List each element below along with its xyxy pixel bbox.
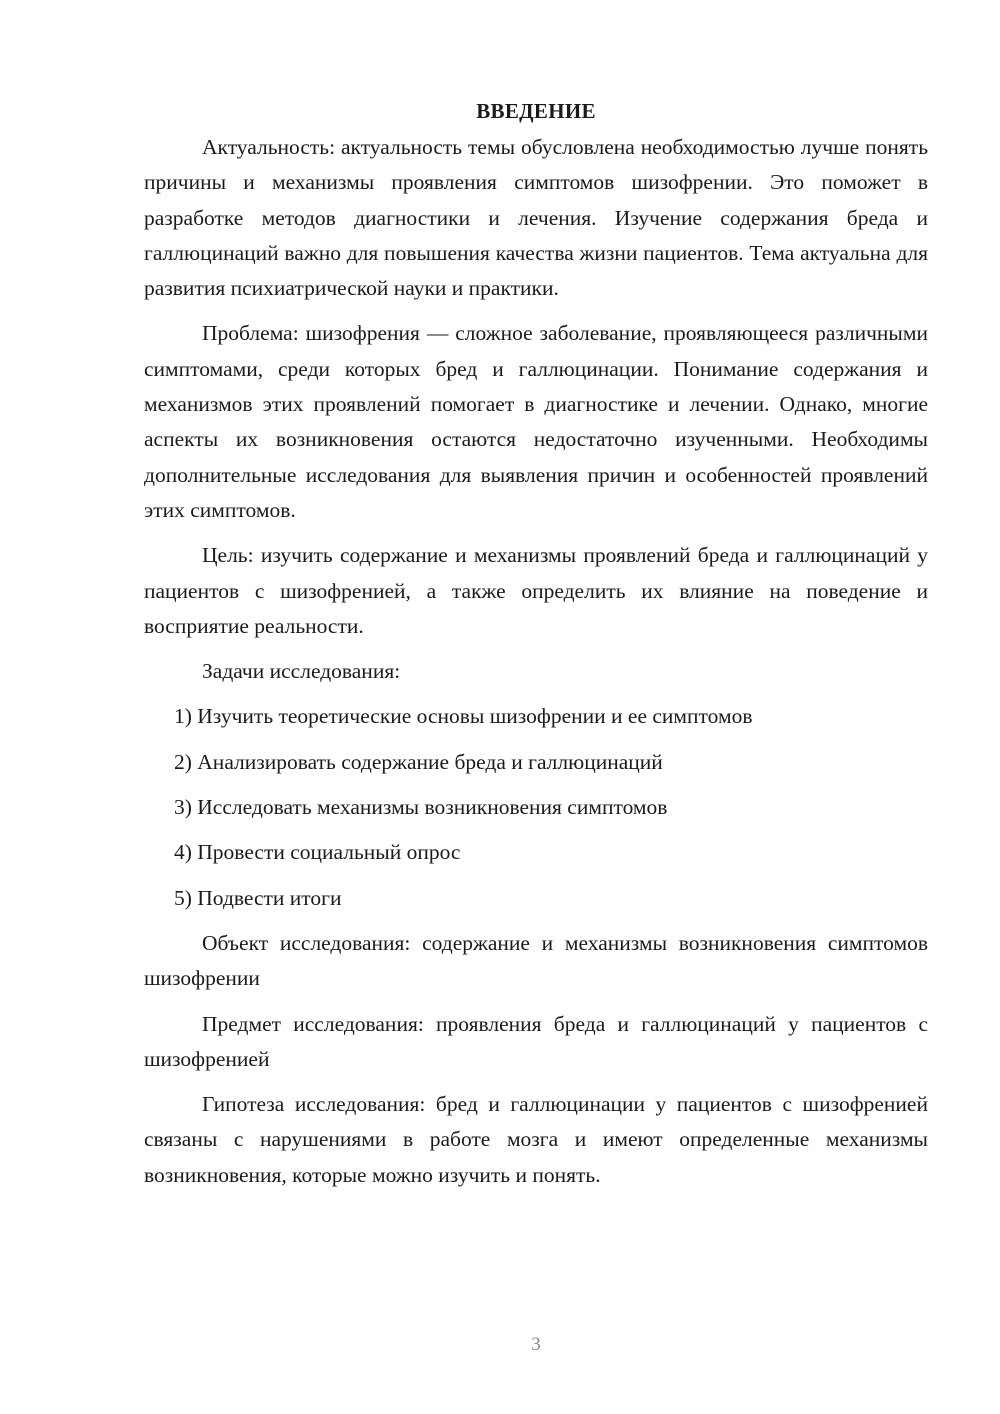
goal-paragraph: Цель: изучить содержание и механизмы проявлений бреда и галлюцинаций у пациентов с шизофренией, а также определить их влияние на поведение и восприятие реальности. [144, 543, 928, 638]
tasks-list [144, 699, 928, 915]
list-item: 5) Подвести итоги [174, 885, 342, 910]
object-paragraph: Объект исследования: содержание и механизмы возникновения симптомов шизофрении [144, 930, 928, 991]
relevance-paragraph: Актуальность: актуальность темы обусловлена необходимостью лучше понять причины и механизмы проявления симптомов шизофрении. Это поможет в разработке методов диагностики и лечения. Изучение содержания бреда и галлюцинаций важно для повышения качества жизни пациентов. Тема актуальна для развития психиатрической науки и практики. [144, 135, 928, 301]
hypothesis-paragraph: Гипотеза исследования: бред и галлюцинации у пациентов с шизофренией связаны с нарушениями в работе мозга и имеют определенные механизмы возникновения, которые можно изучить и понять. [144, 1092, 928, 1187]
document-page [144, 96, 928, 1203]
list-item: 2) Анализировать содержание бреда и галлюцинаций [174, 749, 663, 774]
list-item: 3) Исследовать механизмы возникновения симптомов [174, 795, 668, 820]
tasks-heading: Задачи исследования: [202, 659, 401, 684]
subject-paragraph: Предмет исследования: проявления бреда и галлюцинаций у пациентов с шизофренией [144, 1011, 928, 1071]
problem-paragraph: Проблема: шизофрения — сложное заболевание, проявляющееся различными симптомами, среди которых бред и галлюцинации. Понимание содержания и механизмов этих проявлений помогает в диагностике и лечении. Однако, многие аспекты их возникновения остаются недостаточно изученными. Необходимы дополнительные исследования для выявления причин и особенностей проявлений этих симптомов. [144, 321, 928, 522]
page-number: 3 [531, 1334, 541, 1355]
page-title: ВВЕДЕНИЕ [476, 99, 596, 123]
list-item: 1) Изучить теоретические основы шизофрении и ее симптомов [174, 704, 753, 729]
list-item: 4) Провести социальный опрос [174, 840, 461, 865]
